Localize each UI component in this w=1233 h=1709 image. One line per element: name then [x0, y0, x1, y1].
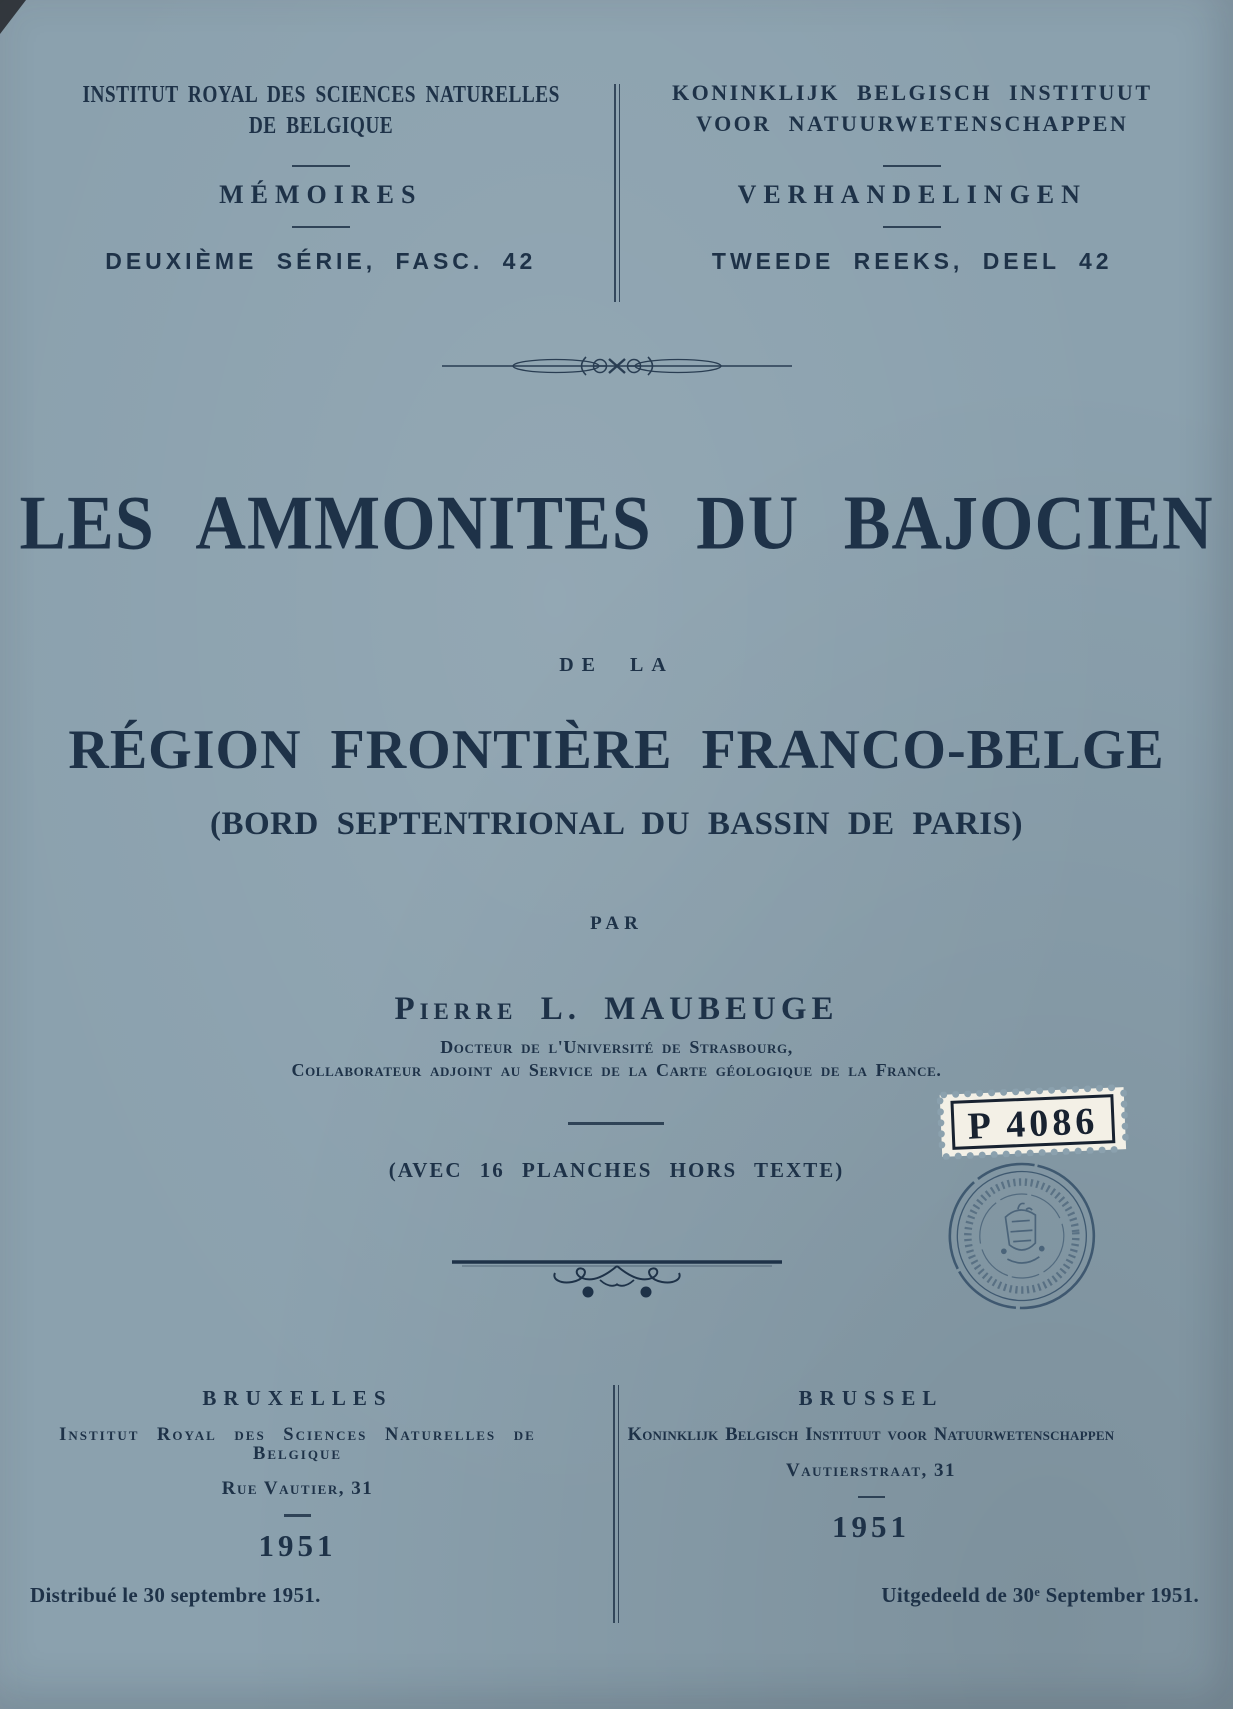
imprint-address-fr: Rue Vautier, 31 [221, 1478, 374, 1499]
title-parenthetical: (BORD SEPTENTRIONAL DU BASSIN DE PARIS) [210, 806, 1023, 842]
imprint-french [25, 1388, 570, 1561]
imprint-year-fr: 1951 [258, 1527, 337, 1563]
accession-number-stamp [937, 1084, 1130, 1165]
dash-divider [284, 1514, 311, 1517]
org-name-nl-line1: KONINKLIJK BELGISCH INSTITUUT [672, 80, 1153, 105]
ornament-rule-icon [442, 352, 792, 380]
flourish-rule [0, 1256, 1233, 1311]
short-rule-divider [883, 226, 941, 228]
imprint-dutch [622, 1388, 1120, 1542]
series-issue-fr: DEUXIÈME SÉRIE, FASC. 42 [105, 248, 537, 274]
imprint-address-nl: Vautierstraat, 31 [785, 1459, 957, 1481]
distribution-note-nl [881, 1583, 1199, 1608]
masthead-left-column [30, 79, 612, 302]
imprint-city-fr: BRUXELLES [202, 1386, 393, 1410]
org-name-fr-line1: INSTITUT ROYAL DES SCIENCES NATURELLES [82, 79, 560, 108]
imprint-city-nl: BRUSSEL [798, 1386, 944, 1410]
masthead [30, 79, 1203, 302]
by-label: PAR [590, 913, 643, 934]
masthead-right-column [622, 82, 1204, 302]
flourish-ornament-icon [452, 1256, 782, 1306]
distribution-nl-suffix: September 1951. [1040, 1583, 1199, 1607]
org-name-fr-line2: DE BELGIQUE [248, 110, 393, 139]
distribution-note-fr: Distribué le 30 septembre 1951. [30, 1583, 321, 1607]
author-credential-2: Collaborateur adjoint au Service de la Carte géologique de la France. [291, 1060, 942, 1080]
ornament-rule [0, 352, 1233, 385]
series-title-nl: VERHANDELINGEN [737, 180, 1087, 209]
main-title: LES AMMONITES DU BAJOCIEN [19, 481, 1214, 567]
short-rule-divider [292, 165, 350, 167]
title-region: RÉGION FRONTIÈRE FRANCO-BELGE [68, 719, 1165, 781]
title-connector: DE LA [559, 654, 674, 676]
double-rule-column-divider [614, 84, 620, 302]
accession-number-text: P 4086 [966, 1100, 1100, 1148]
author-credential-1: Docteur de l'Université de Strasbourg, [440, 1037, 793, 1057]
dash-divider [858, 1496, 885, 1499]
scan-corner-artifact [0, 0, 26, 34]
short-rule-divider [883, 165, 941, 167]
distribution-nl-superscript: e [1034, 1584, 1041, 1599]
author-name: Pierre L. MAUBEUGE [394, 991, 839, 1027]
imprint-year-nl: 1951 [832, 1509, 910, 1544]
distribution-nl-prefix: Uitgedeeld de 30 [881, 1583, 1035, 1607]
series-issue-nl: TWEEDE REEKS, DEEL 42 [711, 248, 1113, 274]
series-title-fr: MÉMOIRES [219, 180, 423, 209]
plates-note: (AVEC 16 PLANCHES HORS TEXTE) [388, 1158, 845, 1182]
short-rule-divider [292, 226, 350, 228]
double-rule-column-divider [613, 1385, 619, 1623]
accession-stamp-icon [937, 1084, 1130, 1160]
org-name-nl-line2: VOOR NATUURWETENSCHAPPEN [696, 111, 1129, 136]
imprint-publisher-fr: Institut Royal des Sciences Naturelles de Belgique [59, 1425, 536, 1464]
imprint-publisher-nl: Koninklijk Belgisch Instituut voor Natuurwetenschappen [627, 1425, 1115, 1445]
short-rule-divider [568, 1122, 664, 1125]
